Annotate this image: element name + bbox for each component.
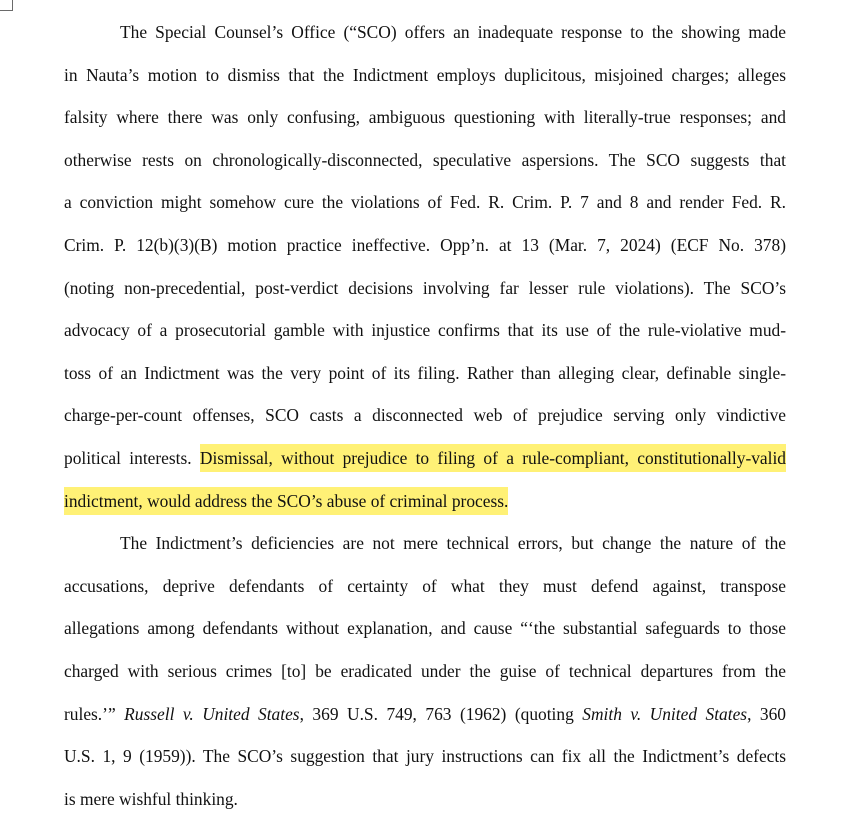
text-line: toss of an Indictment was the very point of its filing. Rather than alleging clear, definable single- [64, 362, 786, 383]
document-body [64, 11, 786, 820]
text-line: in Nauta’s motion to dismiss that the Indictment employs duplicitous, misjoined charges; alleges [64, 64, 786, 85]
text-line: falsity where there was only confusing, ambiguous questioning with literally-true responses; and [64, 107, 786, 128]
text-segment: , 360 [747, 703, 786, 724]
text-segment: rules.’” [64, 703, 125, 724]
text-line [64, 480, 786, 523]
text-line: Crim. P. 12(b)(3)(B) motion practice ineffective. Opp’n. at 13 (Mar. 7, 2024) (ECF No. 378) [64, 234, 786, 255]
text-line: accusations, deprive defendants of certainty of what they must defend against, transpose [64, 575, 786, 596]
text-line: (noting non-precedential, post-verdict decisions involving far lesser rule violations). The SCO’s [64, 277, 786, 298]
page-corner-mark [0, 0, 13, 11]
case-citation: Russell v. United States [124, 703, 300, 724]
text-line: U.S. 1, 9 (1959)). The SCO’s suggestion that jury instructions can fix all the Indictment’s defects [64, 746, 786, 767]
text-line: allegations among defendants without explanation, and cause “‘the substantial safeguards to those [64, 618, 786, 639]
text-line: charge-per-count offenses, SCO casts a disconnected web of prejudice serving only vindictive [64, 405, 786, 426]
text-line: charged with serious crimes [to] be eradicated under the guise of technical departures from the [64, 660, 786, 681]
text-line: otherwise rests on chronologically-disconnected, speculative aspersions. The SCO suggests that [64, 149, 786, 170]
paragraph-1 [64, 11, 786, 522]
text-line [64, 693, 786, 736]
case-citation: Smith v. United States [582, 703, 748, 724]
text-line: a conviction might somehow cure the violations of Fed. R. Crim. P. 7 and 8 and render Fed. R. [64, 192, 786, 213]
highlighted-text: Dismissal, without prejudice to filing of a rule-compliant, constitutionally-valid [200, 444, 786, 472]
text-segment: , 369 U.S. 749, 763 (1962) (quoting [299, 703, 583, 724]
highlighted-text: indictment, would address the SCO’s abuse of criminal process. [64, 487, 508, 515]
text-line: The Indictment’s deficiencies are not mere technical errors, but change the nature of the [120, 533, 786, 554]
text-line [64, 437, 786, 480]
text-segment: political interests. [64, 447, 200, 468]
text-line: advocacy of a prosecutorial gamble with injustice confirms that its use of the rule-violative mud- [64, 320, 786, 341]
text-line: is mere wishful thinking. [64, 788, 238, 809]
paragraph-2 [64, 522, 786, 820]
text-line: The Special Counsel’s Office (“SCO) offers an inadequate response to the showing made [120, 22, 786, 42]
